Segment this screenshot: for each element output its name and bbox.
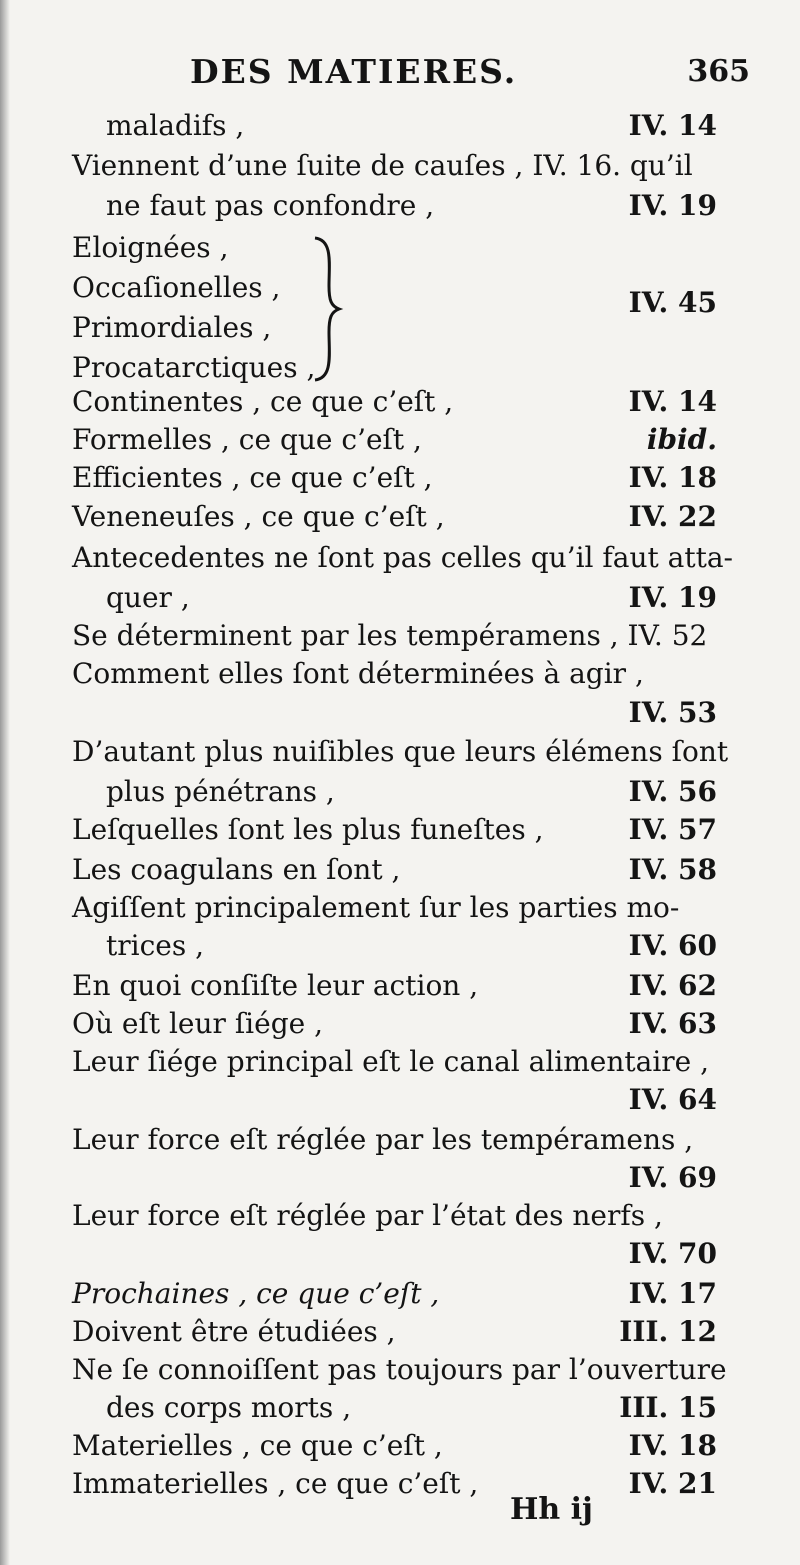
entry-text: Efficientes , ce que c’eſt ,: [72, 461, 433, 494]
entry-text: plus pénétrans ,: [106, 775, 335, 808]
entry-text: Les coagulans en ſont ,: [72, 853, 401, 886]
entry-text: D’autant plus nuiſibles que leurs élémens ſont: [72, 735, 729, 768]
index-entry: [72, 1464, 717, 1504]
entry-text: Veneneuſes , ce que c’eſt ,: [72, 500, 445, 533]
entry-text: Leſquelles ſont les plus funeſtes ,: [72, 813, 544, 846]
bracketed-group: [72, 228, 717, 388]
index-entry: [72, 497, 717, 537]
entry-reference: IV. 19: [628, 189, 717, 222]
index-entry: [72, 1042, 717, 1082]
index-entry: [106, 106, 717, 146]
entry-reference: IV. 14: [628, 385, 717, 418]
index-entry: [72, 1120, 717, 1160]
entry-reference: IV. 58: [628, 853, 717, 886]
entry-reference: IV. 70: [628, 1237, 717, 1270]
entry-text: Doivent être étudiées ,: [72, 1315, 396, 1348]
index-entry: [72, 458, 717, 498]
entry-reference: IV. 21: [628, 1467, 717, 1500]
entry-text: Où eſt leur ſiége ,: [72, 1007, 324, 1040]
index-entry: [72, 654, 717, 694]
entry-text: Leur ſiége principal eſt le canal alimentaire ,: [72, 1045, 710, 1078]
index-entry: [72, 146, 717, 186]
index-entry: [72, 1234, 717, 1274]
entry-reference: III. 15: [619, 1391, 717, 1424]
entry-reference: IV. 53: [628, 696, 717, 729]
index-entry: [72, 1312, 717, 1352]
entry-text: Prochaines , ce que c’eſt ,: [72, 1277, 440, 1310]
index-entry: [72, 538, 734, 578]
index-entry: [106, 186, 717, 226]
entry-text: Continentes , ce que c’eſt ,: [72, 385, 454, 418]
signature-mark: Hh ij: [510, 1492, 593, 1527]
entry-reference: IV. 64: [628, 1083, 717, 1116]
entry-reference: IV. 22: [628, 500, 717, 533]
entry-reference: IV. 17: [628, 1277, 717, 1310]
entry-reference: ibid.: [646, 423, 717, 456]
group-item: Primordiales ,: [72, 311, 272, 344]
entry-text: Ne ſe connoiſſent pas toujours par l’ouverture: [72, 1353, 727, 1386]
index-entry: [72, 810, 717, 850]
entry-text: ne faut pas confondre ,: [106, 189, 435, 222]
index-entry: [106, 926, 717, 966]
entry-reference: IV. 18: [628, 1429, 717, 1462]
index-entry: [72, 966, 717, 1006]
index-entry: [72, 382, 717, 422]
index-entry: [72, 1196, 717, 1236]
entry-reference: IV. 69: [628, 1161, 717, 1194]
entry-text: Leur force eſt réglée par l’état des nerfs ,: [72, 1199, 663, 1232]
index-entry: [72, 1080, 717, 1120]
header-title: DES MATIERES.: [190, 52, 518, 91]
entry-reference: III. 12: [619, 1315, 717, 1348]
curly-brace-icon: [307, 234, 347, 384]
entry-reference: IV. 57: [628, 813, 717, 846]
index-entry: [72, 1274, 717, 1314]
entry-reference: IV. 56: [628, 775, 717, 808]
index-entry: [72, 732, 729, 772]
index-entry: [106, 578, 717, 618]
entry-text: En quoi conſiſte leur action ,: [72, 969, 479, 1002]
entry-text: maladifs ,: [106, 109, 245, 142]
entry-text: Immaterielles , ce que c’eſt ,: [72, 1467, 479, 1500]
index-entry: [106, 1388, 717, 1428]
entry-text: Viennent d’une ſuite de cauſes , IV. 16. qu’il: [72, 149, 693, 182]
entry-text: Antecedentes ne ſont pas celles qu’il faut atta-: [72, 541, 734, 574]
index-entry: [72, 850, 717, 890]
entry-reference: IV. 63: [628, 1007, 717, 1040]
page-number: 365: [687, 54, 750, 89]
entry-text: Se déterminent par les tempéramens , IV. 52: [72, 619, 708, 652]
entry-text: des corps morts ,: [106, 1391, 352, 1424]
group-reference: IV. 45: [628, 286, 717, 319]
index-entry: [72, 420, 717, 460]
entry-reference: IV. 19: [628, 581, 717, 614]
entry-text: Leur force eſt réglée par les tempéramens ,: [72, 1123, 694, 1156]
entry-text: quer ,: [106, 581, 190, 614]
group-item: Procatarctiques ,: [72, 351, 316, 384]
entry-text: trices ,: [106, 929, 205, 962]
entry-text: Materielles , ce que c’eſt ,: [72, 1429, 443, 1462]
index-entry: [106, 772, 717, 812]
entry-text: Comment elles ſont déterminées à agir ,: [72, 657, 644, 690]
entry-reference: IV. 62: [628, 969, 717, 1002]
index-entry: [72, 616, 717, 656]
group-item: Eloignées ,: [72, 231, 229, 264]
entry-reference: IV. 14: [628, 109, 717, 142]
index-entry: [72, 693, 717, 733]
entry-text: Formelles , ce que c’eſt ,: [72, 423, 422, 456]
index-entry: [72, 888, 717, 928]
entry-reference: IV. 18: [628, 461, 717, 494]
index-entry: [72, 1004, 717, 1044]
index-entry: [72, 1426, 717, 1466]
entry-reference: IV. 60: [628, 929, 717, 962]
index-entry: [72, 1350, 727, 1390]
index-entry: [72, 1158, 717, 1198]
group-item: Occaſionelles ,: [72, 271, 281, 304]
entry-text: Agiſſent principalement ſur les parties mo-: [72, 891, 680, 924]
